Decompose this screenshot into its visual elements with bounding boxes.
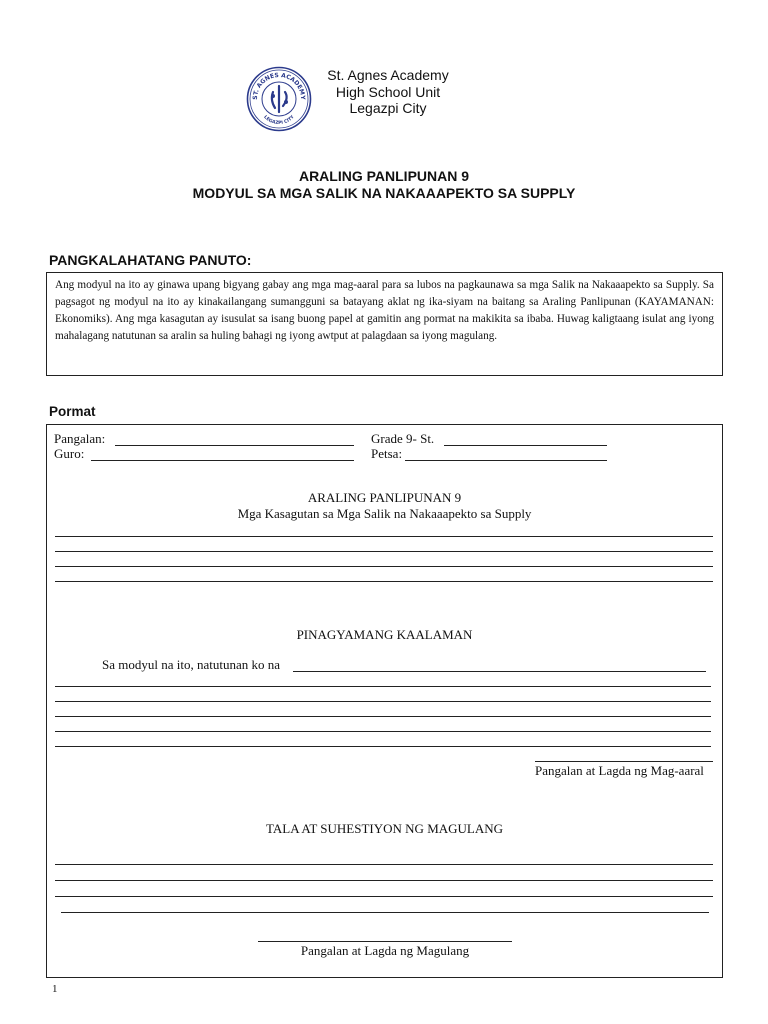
format-heading: Pormat	[49, 404, 96, 419]
learning-line	[55, 716, 711, 717]
student-signature-label: Pangalan at Lagda ng Mag-aaral	[535, 763, 704, 778]
instructions-box	[46, 272, 723, 376]
answers-title: ARALING PANLIPUNAN 9	[307, 490, 462, 505]
school-name: St. Agnes Academy	[327, 67, 449, 83]
learning-line	[55, 731, 711, 732]
student-signature-line	[535, 761, 713, 762]
parent-line	[55, 864, 713, 865]
instructions-heading: PANGKALAHATANG PANUTO:	[49, 252, 252, 268]
learning-line	[55, 686, 711, 687]
school-header	[318, 67, 458, 117]
grade-label: Grade 9- St.	[371, 431, 435, 446]
learning-title: PINAGYAMANG KAALAMAN	[296, 627, 473, 642]
parent-line	[55, 896, 713, 897]
svg-text:ST. AGNES ACADEMY: ST. AGNES ACADEMY	[251, 71, 307, 100]
date-line	[405, 460, 607, 461]
teacher-label: Guro:	[54, 446, 85, 461]
answer-line	[55, 536, 713, 537]
school-unit: High School Unit	[335, 83, 441, 100]
learning-line	[55, 746, 711, 747]
school-city: Legazpi City	[349, 100, 427, 116]
format-box	[46, 424, 723, 978]
document-subtitle: MODYUL SA MGA SALIK NA NAKAAAPEKTO SA SUPPLY	[192, 185, 576, 201]
page-number: 1	[52, 983, 58, 995]
learning-prompt-line	[293, 671, 706, 672]
answers-subtitle: Mga Kasagutan sa Mga Salik na Nakaaapekto sa Supply	[237, 506, 532, 521]
grade-line	[444, 445, 607, 446]
parent-signature-line	[258, 941, 512, 942]
school-seal-logo	[246, 66, 312, 132]
parent-line	[55, 880, 713, 881]
answer-line	[55, 566, 713, 567]
name-label: Pangalan:	[54, 431, 106, 446]
answer-line	[55, 581, 713, 582]
learning-prompt: Sa modyul na ito, natutunan ko na	[102, 657, 281, 672]
instructions-body: Ang modyul na ito ay ginawa upang bigyang gabay ang mga mag-aaral para sa lubos na pagkaunawa sa mga Salik na Nakaaapekto sa Supply. Sa pagsagot ng modyul na ito ay kinakailangang sumangguni sa batayang aklat ng ika-siyam na baitang sa Araling Panlipunan (KAYAMANAN: Ekonomiks). Ang mga kasagutan ay isusulat sa isang buong papel at gamitin ang pormat na makikita sa ibaba. Huwag kaligtaang isulat ang iyong mahalagang natutunan sa aralin sa huling bahagi ng iyong awtput at palagdaan sa iyong magulang.	[55, 279, 714, 342]
document-title: ARALING PANLIPUNAN 9	[298, 168, 470, 184]
name-line	[115, 445, 354, 446]
parent-signature-label: Pangalan at Lagda ng Magulang	[300, 943, 470, 958]
teacher-line	[91, 460, 354, 461]
answer-line	[55, 551, 713, 552]
parent-title: TALA AT SUHESTIYON NG MAGULANG	[265, 821, 504, 836]
svg-text:LEGAZPI CITY: LEGAZPI CITY	[262, 114, 296, 127]
learning-line	[55, 701, 711, 702]
date-label: Petsa:	[371, 446, 403, 461]
parent-line	[61, 912, 709, 913]
